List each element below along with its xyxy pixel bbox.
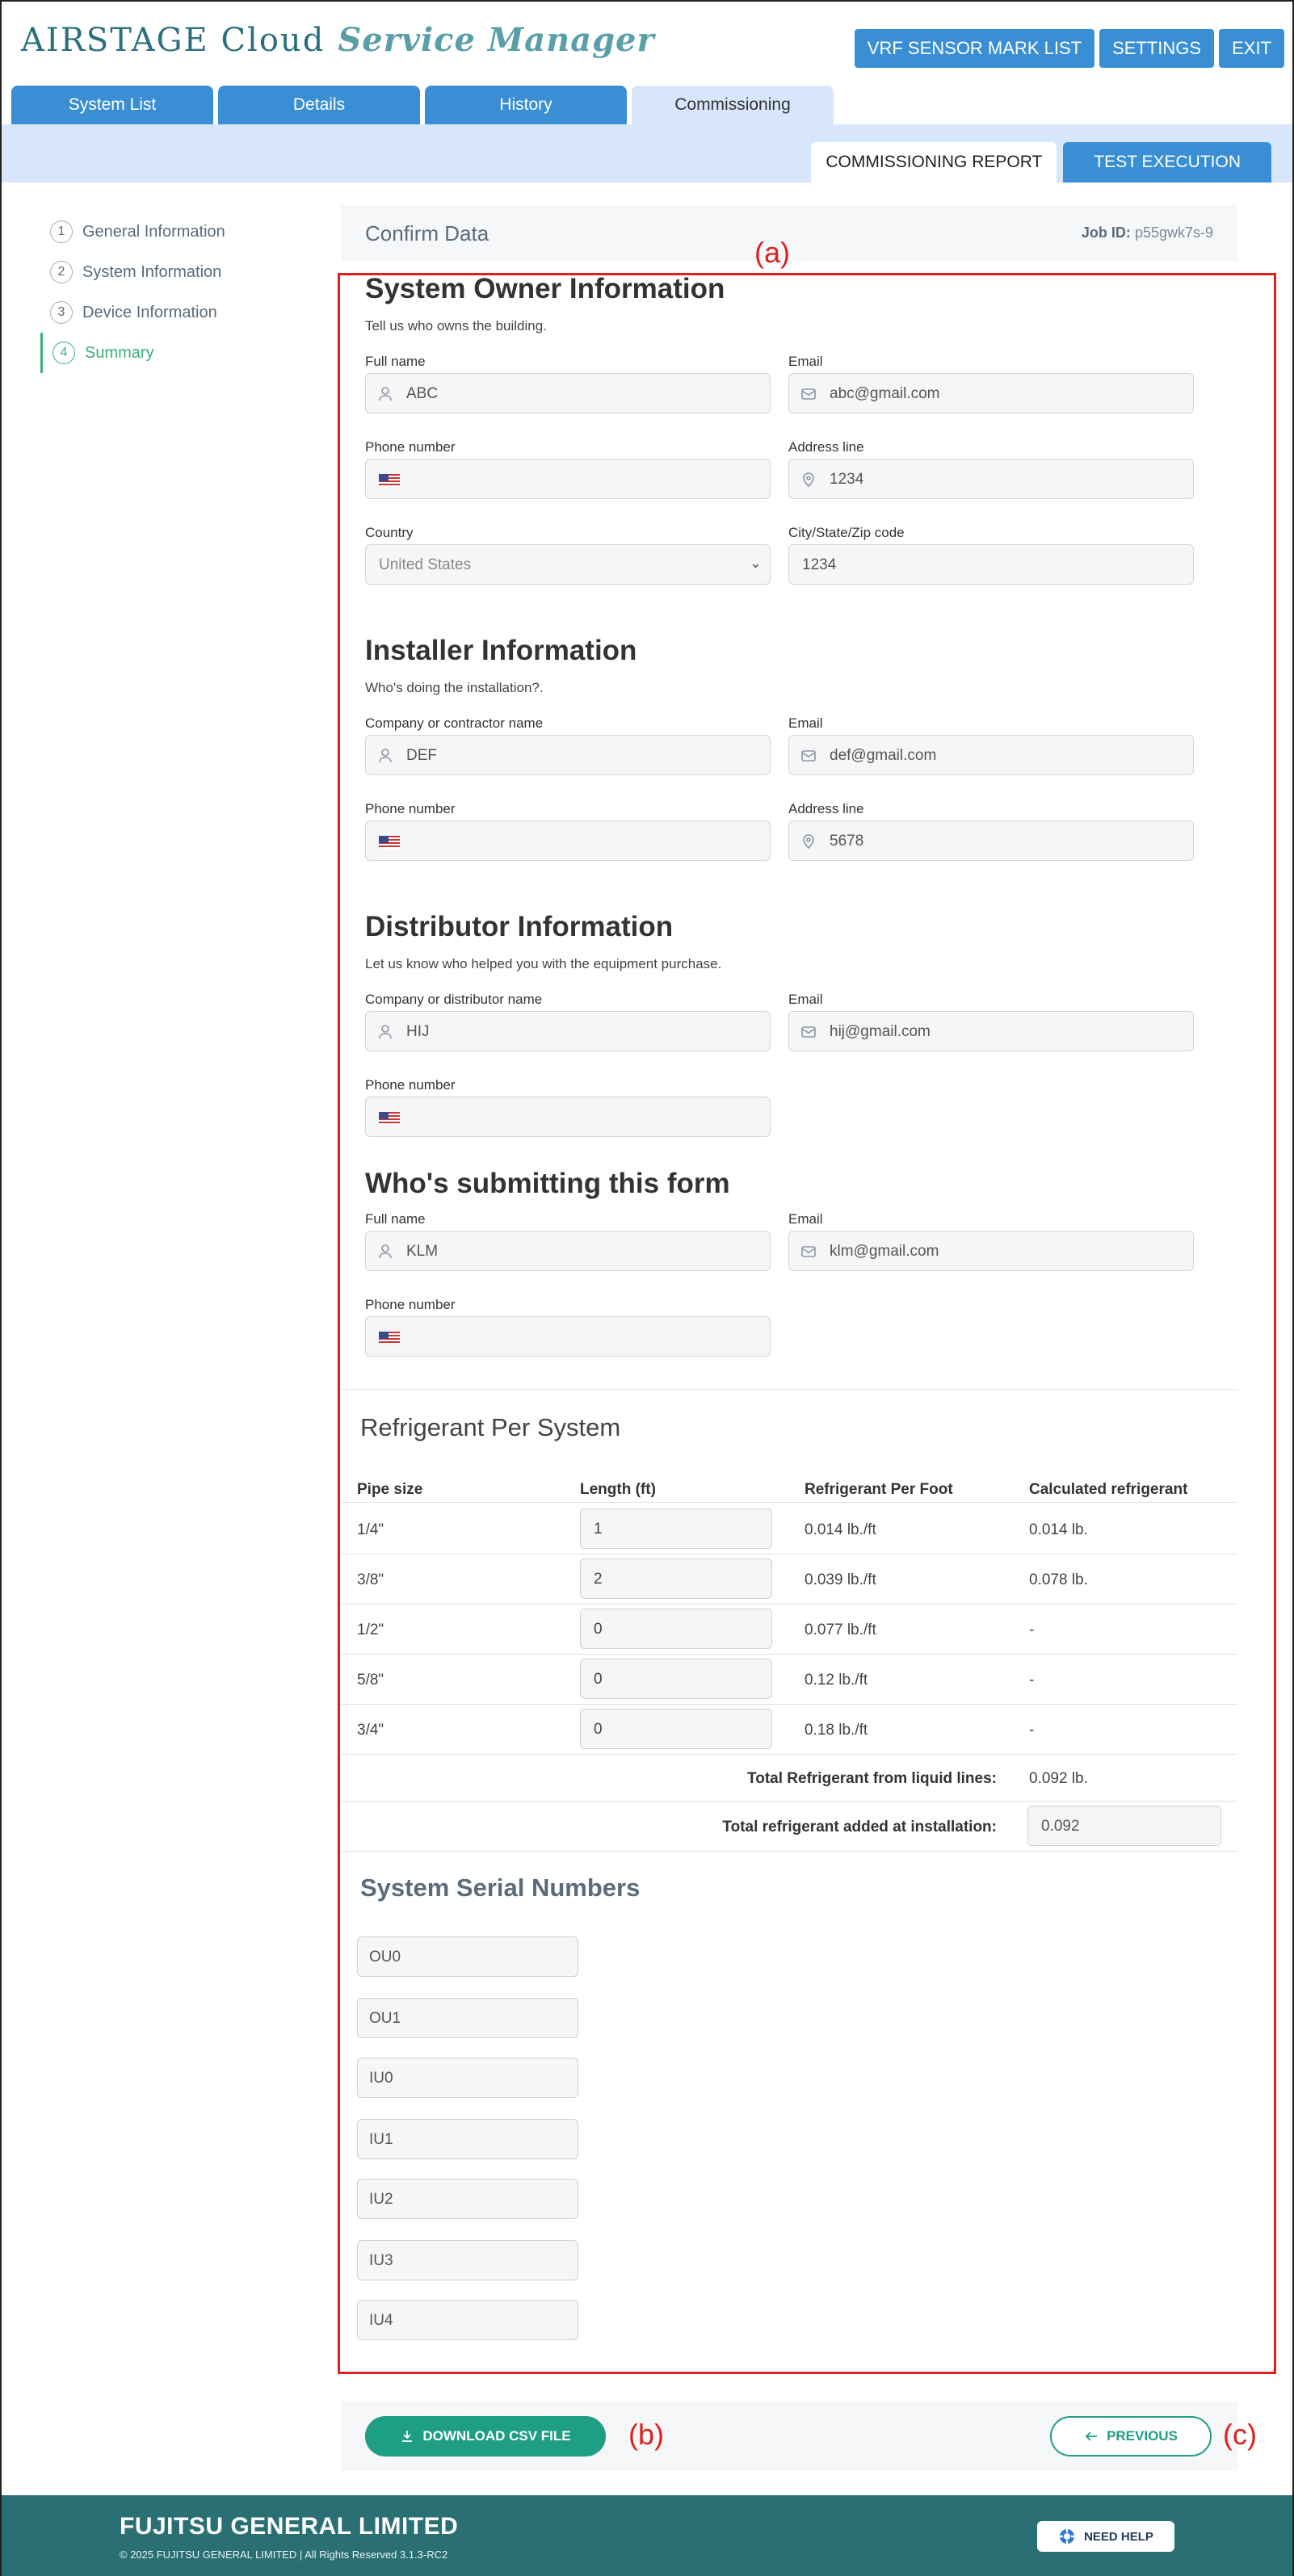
total-added-label: Total refrigerant added at installation: [722,1819,997,1836]
installer-section-subtitle: Who's doing the installation?. [365,680,544,695]
footer-company: FUJITSU GENERAL LIMITED [120,2513,459,2540]
installer-email-field[interactable]: def@gmail.com [788,735,1194,775]
installer-section-title: Installer Information [365,635,637,666]
table-row-line [341,1704,1237,1705]
us-flag-icon [379,1332,400,1345]
step-general-information[interactable]: 1 General Information [40,212,225,252]
sub-tab-bar [2,124,1292,183]
installer-email-label: Email [788,715,823,731]
tab-system-list[interactable]: System List [11,86,213,124]
table-row-line [341,1851,1237,1852]
step-system-information[interactable]: 2 System Information [40,252,225,292]
table-row-line [341,1654,1237,1655]
us-flag-icon [379,474,400,487]
owner-address-field[interactable]: 1234 [788,459,1194,499]
refrigerant-section-title: Refrigerant Per System [360,1413,621,1441]
serial-number-field[interactable]: IU3 [357,2240,578,2280]
owner-section-subtitle: Tell us who owns the building. [365,318,547,334]
table-row-line [341,1604,1237,1605]
submitter-phone-field[interactable] [365,1316,771,1357]
submitter-email-label: Email [788,1211,823,1227]
chevron-down-icon: ⌄ [749,555,762,571]
annotation-a: (a) [754,236,790,269]
submitter-full-name-field[interactable]: KLM [365,1231,771,1271]
installer-address-label: Address line [788,801,864,816]
per-foot-cell: 0.18 lb./ft [805,1722,868,1739]
footer [2,2495,1292,2576]
tab-history[interactable]: History [425,86,627,124]
owner-phone-label: Phone number [365,439,456,455]
length-input[interactable]: 1 [580,1508,772,1549]
serial-number-field[interactable]: IU4 [357,2300,578,2340]
annotation-b: (b) [628,2418,664,2451]
installer-company-field[interactable]: DEF [365,735,771,775]
installer-phone-field[interactable] [365,820,771,861]
owner-section-title: System Owner Information [365,273,725,304]
owner-address-label: Address line [788,439,864,455]
length-input[interactable]: 2 [580,1559,772,1599]
us-flag-icon [379,836,400,849]
location-pin-icon [800,472,817,488]
tab-commissioning[interactable]: Commissioning [632,86,834,124]
distributor-section-title: Distributor Information [365,911,674,942]
arrow-left-icon [1084,2431,1099,2442]
pipe-size-cell: 1/2" [357,1622,384,1638]
mail-icon [800,386,817,402]
installer-phone-label: Phone number [365,801,456,816]
distributor-section-subtitle: Let us know who helped you with the equipment purchase. [365,956,722,971]
pipe-size-cell: 3/8" [357,1571,384,1588]
settings-button[interactable]: SETTINGS [1099,29,1214,68]
serial-number-field[interactable]: OU1 [357,1998,578,2038]
previous-button[interactable]: PREVIOUS [1050,2416,1212,2456]
confirm-data-title: Confirm Data [365,221,489,245]
per-foot-cell: 0.014 lb./ft [805,1521,876,1538]
serial-number-field[interactable]: OU0 [357,1936,578,1977]
exit-button[interactable]: EXIT [1219,29,1284,68]
tab-details[interactable]: Details [218,86,420,124]
mail-icon [800,748,817,764]
mail-icon [800,1244,817,1260]
step-summary[interactable]: 4 Summary [40,333,225,373]
user-icon [377,1244,393,1260]
distributor-company-label: Company or distributor name [365,992,543,1007]
calculated-cell: 0.014 lb. [1029,1521,1088,1538]
col-header-length: Length (ft) [580,1481,656,1498]
lifebuoy-icon [1058,2528,1076,2545]
owner-email-field[interactable]: abc@gmail.com [788,373,1194,413]
table-header-line [341,1502,1237,1503]
per-foot-cell: 0.039 lb./ft [805,1571,876,1588]
owner-country-select[interactable]: United States ⌄ [365,544,771,585]
owner-email-label: Email [788,354,823,369]
us-flag-icon [379,1112,400,1125]
table-row-line [341,1754,1237,1755]
owner-city-field[interactable]: 1234 [788,544,1194,585]
table-row-line [341,1801,1237,1802]
length-input[interactable]: 0 [580,1709,772,1749]
distributor-phone-label: Phone number [365,1077,456,1093]
step-navigation [40,212,225,373]
tab-commissioning-report[interactable]: COMMISSIONING REPORT [811,142,1057,183]
job-id: Job ID: p55gwk7s-9 [1081,224,1213,241]
installer-address-field[interactable]: 5678 [788,820,1194,861]
length-input[interactable]: 0 [580,1659,772,1699]
step-device-information[interactable]: 3 Device Information [40,292,225,333]
serial-numbers-title: System Serial Numbers [360,1873,641,1902]
need-help-button[interactable]: NEED HELP [1037,2521,1174,2552]
per-foot-cell: 0.077 lb./ft [805,1622,876,1638]
col-header-calculated: Calculated refrigerant [1029,1481,1188,1498]
app-logo: AIRSTAGE Cloud Service Manager [21,21,655,59]
submitter-phone-label: Phone number [365,1297,456,1312]
installer-company-label: Company or contractor name [365,715,544,731]
download-csv-button[interactable]: DOWNLOAD CSV FILE [365,2416,606,2456]
submitter-full-name-label: Full name [365,1211,426,1227]
download-icon [400,2429,414,2444]
annotation-c: (c) [1223,2418,1257,2451]
total-liquid-value: 0.092 lb. [1029,1770,1088,1787]
calculated-cell: - [1029,1722,1035,1739]
location-pin-icon [800,833,817,850]
section-divider [341,1389,1237,1390]
calculated-cell: - [1029,1622,1035,1638]
pipe-size-cell: 1/4" [357,1521,384,1538]
total-liquid-label: Total Refrigerant from liquid lines: [747,1770,997,1787]
owner-phone-field[interactable] [365,459,771,499]
per-foot-cell: 0.12 lb./ft [805,1672,868,1689]
mail-icon [800,1024,817,1040]
col-header-pipe-size: Pipe size [357,1481,423,1498]
serial-number-field[interactable]: IU0 [357,2058,578,2098]
top-header [2,2,1292,82]
distributor-phone-field[interactable] [365,1097,771,1137]
calculated-cell: - [1029,1672,1035,1689]
calculated-cell: 0.078 lb. [1029,1571,1088,1588]
owner-full-name-field[interactable]: ABC [365,373,771,413]
owner-city-label: City/State/Zip code [788,525,905,540]
submitter-section-title: Who's submitting this form [365,1168,730,1199]
distributor-company-field[interactable]: HIJ [365,1011,771,1051]
total-added-input[interactable]: 0.092 [1027,1806,1221,1846]
serial-number-field[interactable]: IU2 [357,2179,578,2219]
distributor-email-label: Email [788,992,823,1007]
owner-full-name-label: Full name [365,354,426,369]
col-header-per-foot: Refrigerant Per Foot [805,1481,953,1498]
submitter-email-field[interactable]: klm@gmail.com [788,1231,1194,1271]
serial-number-field[interactable]: IU1 [357,2119,578,2159]
user-icon [377,1024,393,1040]
vrf-sensor-mark-list-button[interactable]: VRF SENSOR MARK LIST [855,29,1094,68]
distributor-email-field[interactable]: hij@gmail.com [788,1011,1194,1051]
user-icon [377,748,393,764]
pipe-size-cell: 5/8" [357,1672,384,1689]
footer-copyright: © 2025 FUJITSU GENERAL LIMITED | All Rights Reserved 3.1.3-RC2 [120,2549,448,2561]
owner-country-label: Country [365,525,414,540]
length-input[interactable]: 0 [580,1609,772,1649]
user-icon [377,386,393,402]
pipe-size-cell: 3/4" [357,1722,384,1739]
tab-test-execution[interactable]: TEST EXECUTION [1063,142,1271,183]
